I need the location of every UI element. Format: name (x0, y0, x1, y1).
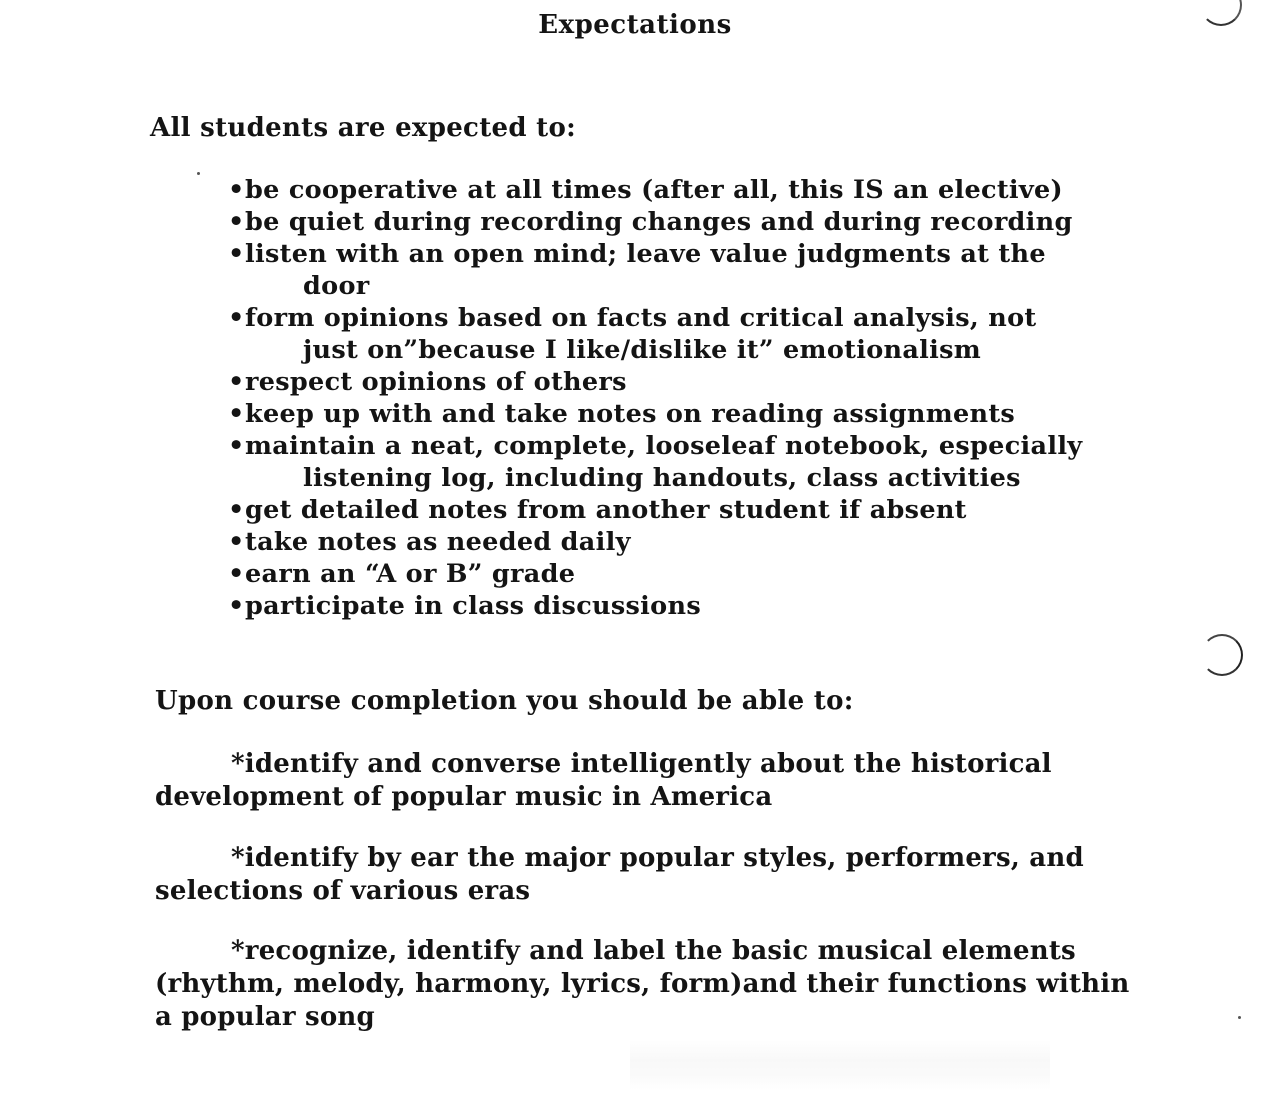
bullet-icon: • (228, 559, 245, 589)
outcome-paragraph: *identify and converse intelligently about the historical development of popular music in America (155, 749, 1052, 812)
bullet-icon: • (228, 495, 245, 525)
bullet-icon: • (228, 431, 245, 461)
scan-speck (197, 172, 200, 175)
list-item: • get detailed notes from another student if absent (228, 495, 967, 525)
list-item: • take notes as needed daily (228, 527, 631, 557)
bullet-icon: • (228, 591, 245, 621)
list-item: • earn an “A or B” grade (228, 559, 576, 589)
completion-heading: Upon course completion you should be able to: (155, 686, 854, 716)
punch-hole-middle (1201, 634, 1243, 676)
outcome-paragraph: *recognize, identify and label the basic musical elements (rhythm, melody, harmony, lyrics, form)and their functions within a popular song (155, 936, 1130, 1032)
bullet-icon: • (228, 399, 245, 429)
list-item: • keep up with and take notes on reading assignments (228, 399, 1016, 429)
students-heading: All students are expected to: (150, 113, 577, 143)
bullet-icon: • (228, 207, 245, 237)
expectations-list (228, 174, 1158, 622)
bullet-icon: • (228, 367, 245, 397)
bullet-icon: • (228, 239, 245, 269)
list-item: • listen with an open mind; leave value judgments at the door (228, 239, 1046, 301)
list-item: • be quiet during recording changes and during recording (228, 207, 1073, 237)
list-item: • respect opinions of others (228, 367, 627, 397)
scan-speck (1238, 1016, 1241, 1019)
bullet-icon: • (228, 175, 245, 205)
list-item: • participate in class discussions (228, 591, 701, 621)
bullet-icon: • (228, 527, 245, 557)
list-item: • maintain a neat, complete, looseleaf notebook, especially listening log, including handouts, class activities (228, 431, 1083, 493)
list-item: • form opinions based on facts and critical analysis, not just on”because I like/dislike it” emotionalism (228, 303, 1037, 365)
page-title: Expectations (538, 10, 732, 40)
bullet-icon: • (228, 303, 245, 333)
outcome-paragraph: *identify by ear the major popular styles, performers, and selections of various eras (155, 843, 1084, 906)
list-item: • be cooperative at all times (after all, this IS an elective) (228, 175, 1063, 205)
bleed-through-area (630, 1040, 1050, 1090)
